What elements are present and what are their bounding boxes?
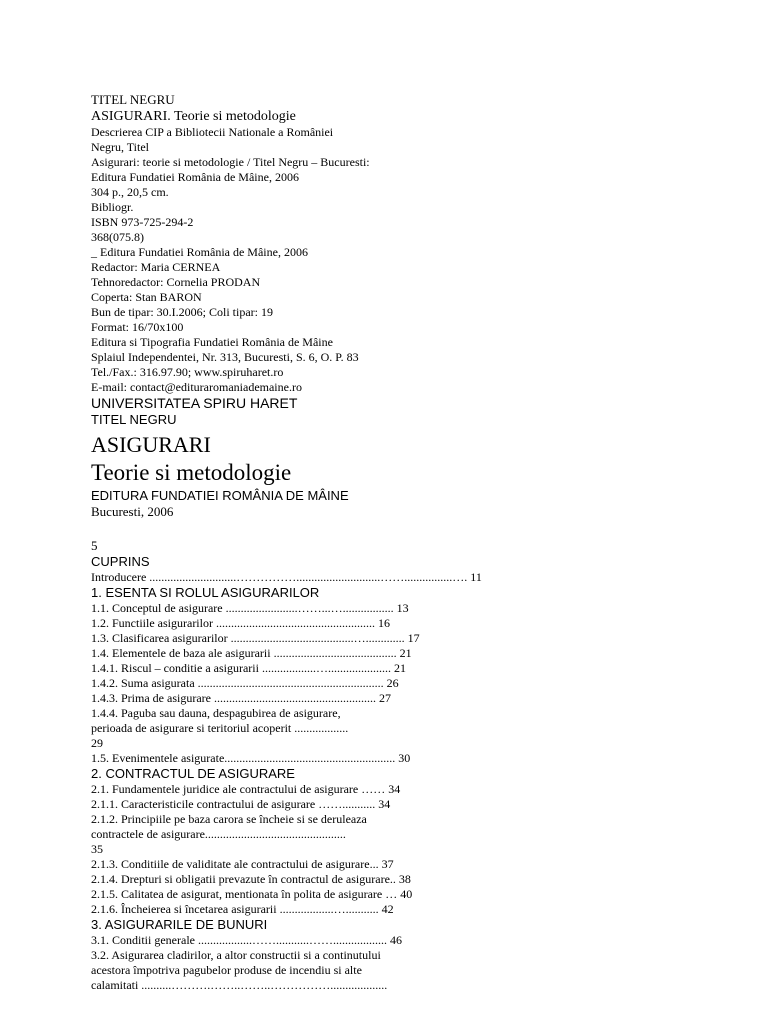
cip-publisher: Editura Fundatiei România de Mâine, 2006 [91, 170, 299, 184]
cip-udc: 368(075.8) [91, 230, 144, 244]
cip-pages: 304 p., 20,5 cm. [91, 185, 169, 199]
press-line: Editura si Tipografia Fundatiei România de Mâine [91, 335, 333, 349]
toc-entry: 1.4.1. Riscul – conditie a asigurarii ..................…..................... 21 [91, 661, 406, 675]
phone-line: Tel./Fax.: 316.97.90; www.spiruharet.ro [91, 365, 284, 379]
toc-entry: 2.1.5. Calitatea de asigurat, mentionata în polita de asigurare … 40 [91, 887, 413, 901]
editor-line: Redactor: Maria CERNEA [91, 260, 221, 274]
toc-entry: 2.1.2. Principiile pe baza carora se încheie si se deruleaza [91, 812, 367, 826]
toc-entry: 1.4. Elementele de baza ale asigurarii ......................................... 21 [91, 646, 412, 660]
toc-entry: perioada de asigurare si teritoriul acoperit .................. [91, 721, 349, 735]
cover-line: Coperta: Stan BARON [91, 290, 202, 304]
cip-header: Descrierea CIP a Bibliotecii Nationale a României [91, 125, 334, 139]
cip-title: Asigurari: teorie si metodologie / Titel Negru – Bucuresti: [91, 155, 370, 169]
toc-chapter: 3. ASIGURARILE DE BUNURI [91, 917, 268, 932]
table-of-contents [91, 570, 751, 993]
toc-entry: 3.1. Conditii generale ..................……...........…….................. 46 [91, 933, 402, 947]
toc-entry: 1.3. Clasificarea asigurarilor .........................................…............. 17 [91, 631, 420, 645]
toc-entry: 1.4.4. Paguba sau dauna, despagubirea de asigurare, [91, 706, 341, 720]
toc-entry: 2.1. Fundamentele juridice ale contractului de asigurare …… 34 [91, 782, 401, 796]
toc-entry: 1.2. Functiile asigurarilor ..................................................... 16 [91, 616, 390, 630]
email-line: E-mail: contact@edituraromaniademaine.ro [91, 380, 302, 394]
toc-entry: 1.5. Evenimentele asigurate......................................................... 30 [91, 751, 411, 765]
address-line: Splaiul Independentei, Nr. 313, Bucuresti, S. 6, O. P. 83 [91, 350, 359, 364]
cip-isbn: ISBN 973-725-294-2 [91, 215, 194, 229]
toc-chapter: 2. CONTRACTUL DE ASIGURARE [91, 766, 295, 781]
author-heading: TITEL NEGRU [91, 92, 175, 107]
toc-chapter: 1. ESENTA SI ROLUL ASIGURARILOR [91, 585, 320, 600]
toc-entry: 2.1.3. Conditiile de validitate ale contractului de asigurare... 37 [91, 857, 394, 871]
toc-entry: calamitati ..........……….……..……..……………................... [91, 978, 388, 992]
main-title: ASIGURARI [91, 432, 211, 457]
subtitle: Teorie si metodologie [91, 460, 292, 485]
toc-entry: 1.1. Conceptul de asigurare ........................……...…................. 13 [91, 601, 409, 615]
cip-bibliography: Bibliogr. [91, 200, 134, 214]
tech-editor-line: Tehnoredactor: Cornelia PRODAN [91, 275, 261, 289]
print-info-line: Bun de tipar: 30.I.2006; Coli tipar: 19 [91, 305, 273, 319]
book-title-line: ASIGURARI. Teorie si metodologie [91, 109, 296, 124]
toc-page-number: 29 [91, 736, 103, 750]
page-number: 5 [91, 538, 98, 553]
toc-entry: 3.2. Asigurarea cladirilor, a altor constructii si a continutului [91, 948, 381, 962]
format-line: Format: 16/70x100 [91, 320, 184, 334]
toc-entry: 1.4.2. Suma asigurata .............................................................. 26 [91, 676, 399, 690]
toc-entry: 2.1.6. Încheierea si încetarea asigurarii ..................…........... 42 [91, 902, 394, 916]
publisher-name: EDITURA FUNDATIEI ROMÂNIA DE MÂINE [91, 488, 349, 503]
university-name: UNIVERSITATEA SPIRU HARET [91, 395, 298, 411]
toc-entry: acestora împotriva pagubelor produse de incendiu si alte [91, 963, 362, 977]
title-page-author: TITEL NEGRU [91, 412, 177, 427]
toc-page-number: 35 [91, 842, 103, 856]
copyright-line: _ Editura Fundatiei România de Mâine, 2006 [91, 245, 308, 259]
toc-entry: contractele de asigurare............................................... [91, 827, 346, 841]
toc-entry: Introducere .............................……………............................……................…. 11 [91, 570, 482, 584]
place-year: Bucuresti, 2006 [91, 504, 174, 519]
cip-author: Negru, Titel [91, 140, 150, 154]
toc-entry: 1.4.3. Prima de asigurare ...................................................... 27 [91, 691, 391, 705]
toc-entry: 2.1.4. Drepturi si obligatii prevazute în contractul de asigurare.. 38 [91, 872, 411, 886]
document-page [91, 92, 751, 993]
toc-heading: CUPRINS [91, 554, 150, 569]
toc-entry: 2.1.1. Caracteristicile contractului de asigurare ……........... 34 [91, 797, 391, 811]
